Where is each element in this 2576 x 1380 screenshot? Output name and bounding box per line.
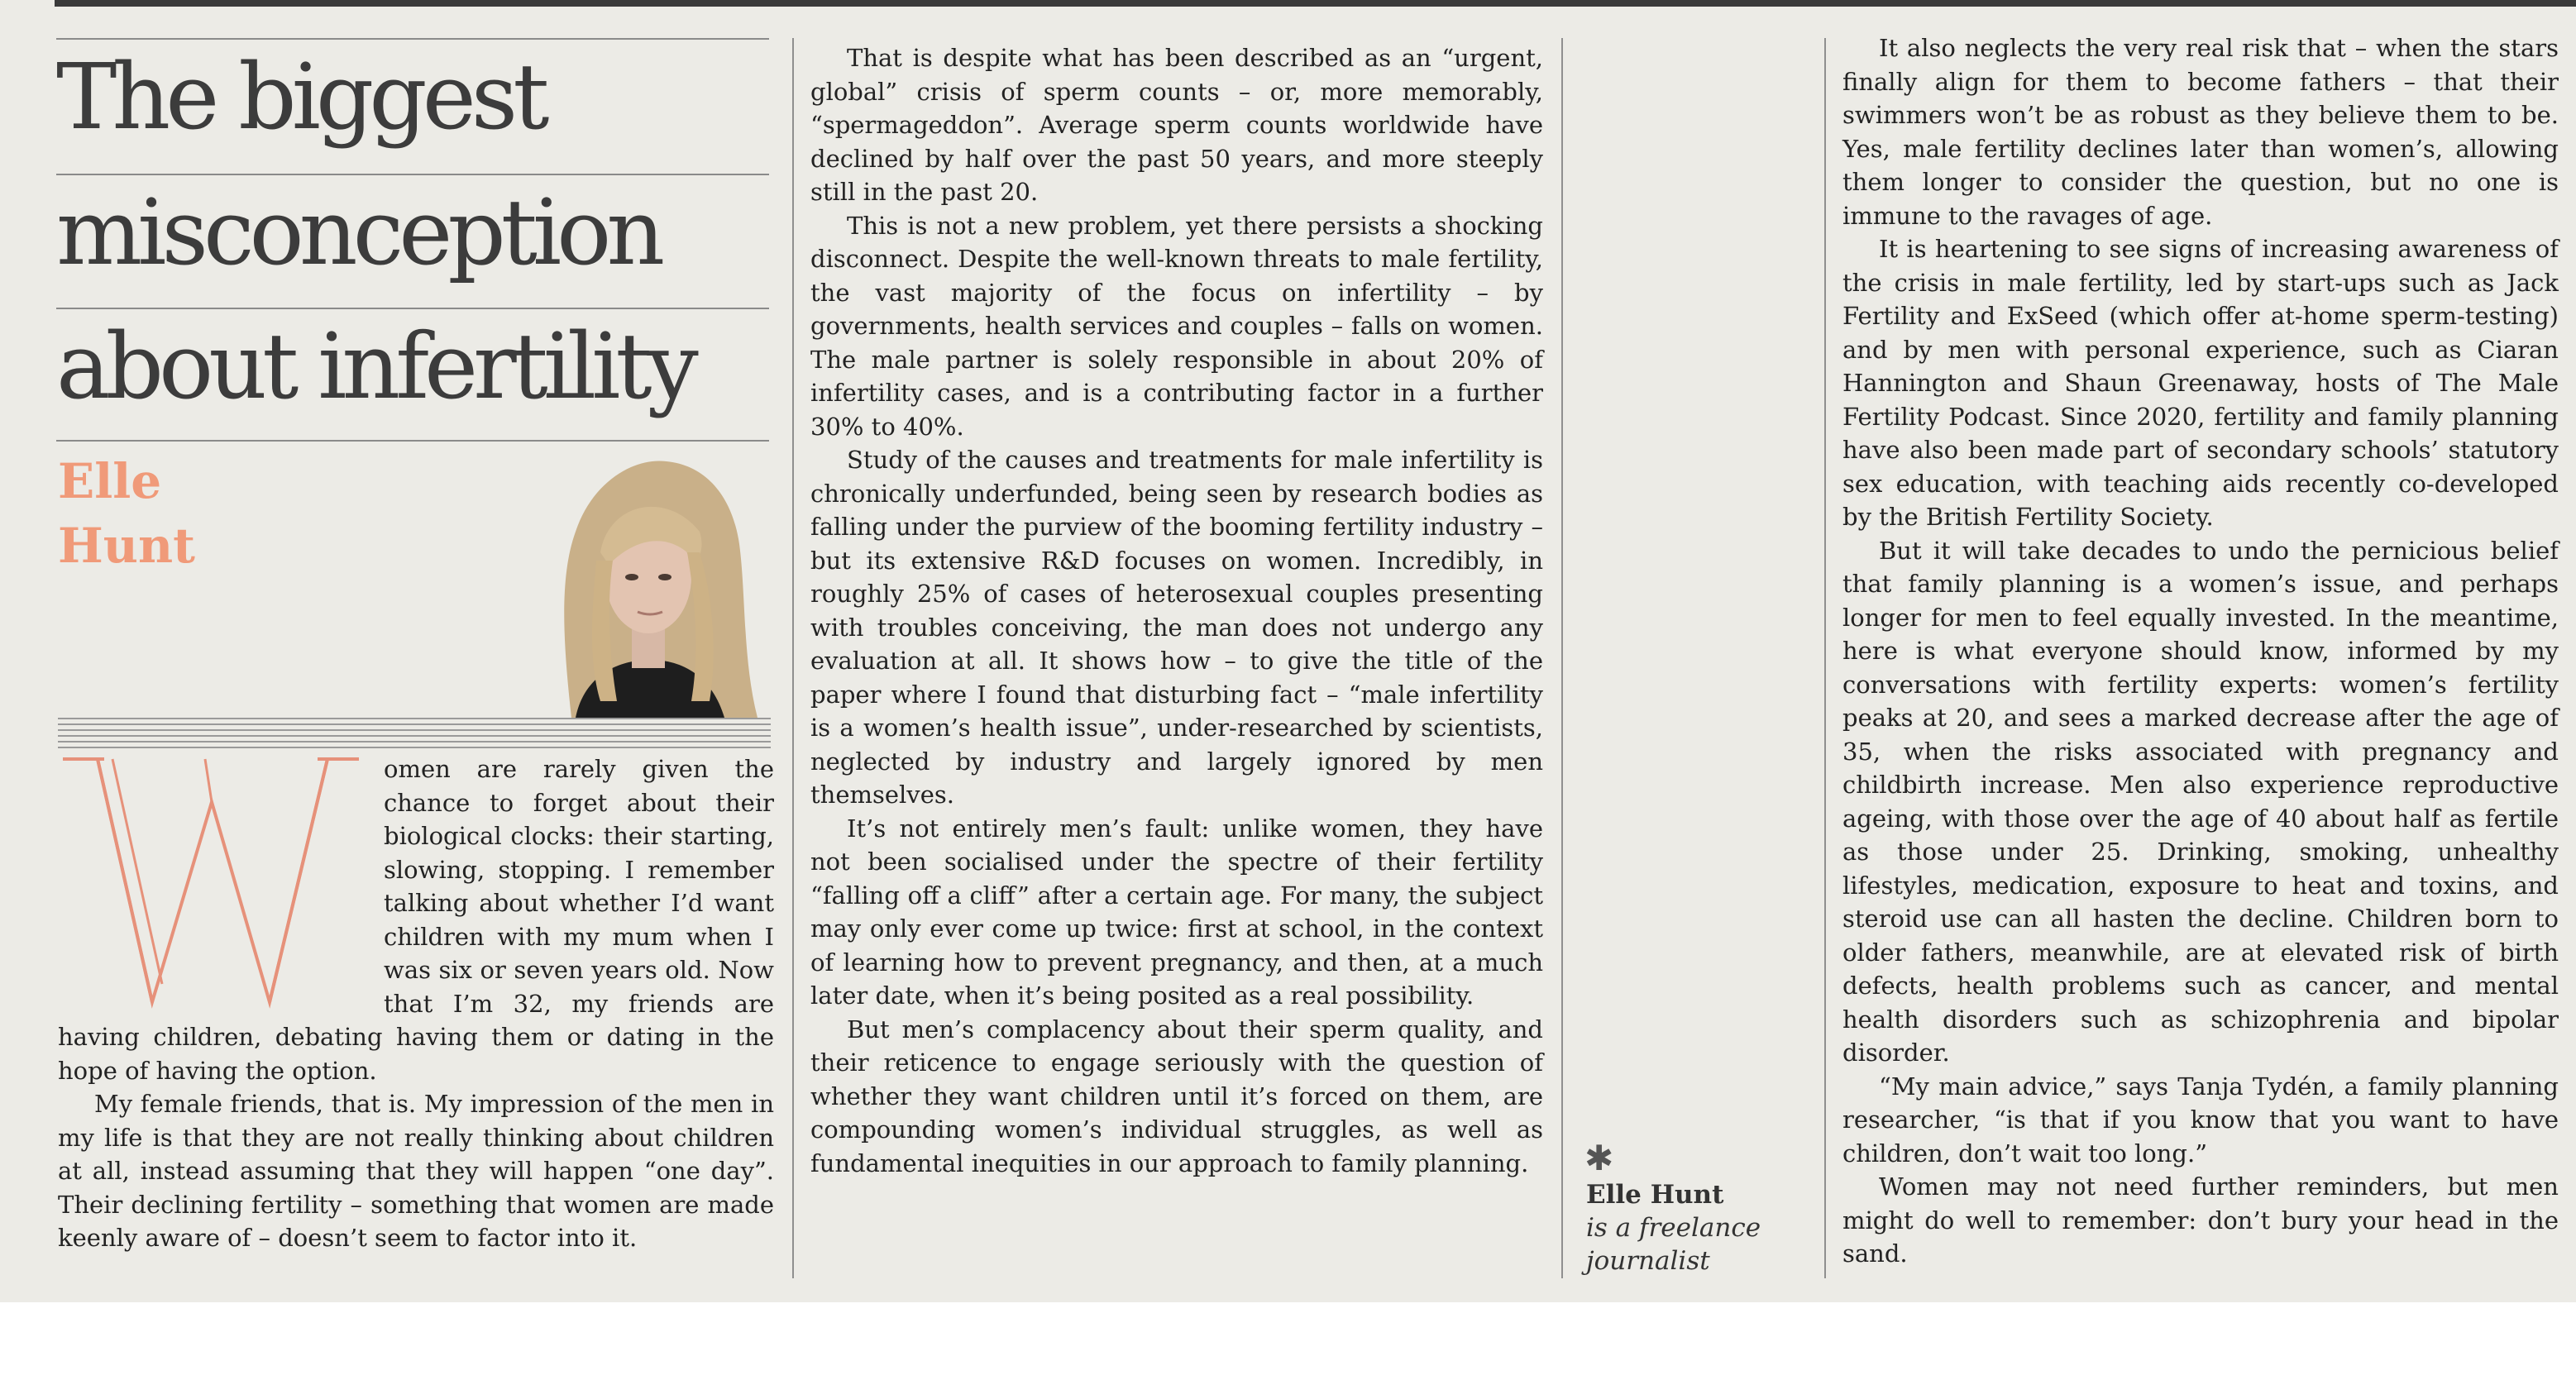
dropcap-letter: W [53,744,54,745]
paragraph: This is not a new problem, yet there persists a shocking disconnect. Despite the well-known threats to male fertility, the vast majority of the focus on infertility – by governments, health services and couples – falls on women. The male partner is solely responsible in about 20% of infertility cases, and is a contributing factor in a further 30% to 40%. [810,211,1543,441]
paragraph: Women may not need further reminders, but men might do well to remember: don’t bury your head in the sand. [1842,1172,2559,1268]
column-divider-3 [1824,38,1826,1278]
headline-line-1: The biggest [56,44,545,150]
column-divider-2 [1561,38,1563,1278]
byline-last-name: Hunt [58,518,195,574]
paper-bottom-margin [0,1302,2576,1380]
paragraph: “My main advice,” says Tanja Tydén, a family planning researcher, “is that if you know that you want to have children, don’t wait too long.” [1842,1072,2559,1168]
paragraph: It also neglects the very real risk that – when the stars finally align for them to become fathers – that their swimmers won’t be as robust as they believe them to be. Yes, male fertility declines later than women’s, allowing them longer to consider the question, but no one is immune to the ravages of age. [1842,34,2559,230]
dropcap [53,744,377,1010]
headline-top-rule [56,38,769,40]
signoff-role-line-2: journalist [1586,1246,1710,1276]
asterisk-ornament-icon: ✱ [1584,1138,1614,1178]
lead-paragraph [53,744,774,1087]
headline-rule-1 [56,174,769,175]
byline [58,449,372,578]
column-2 [810,41,1543,1180]
headline-line-2: misconception [56,179,661,285]
column-3 [1842,31,2559,1271]
top-border-bar [55,0,2576,7]
signoff-role-line-1: is a freelance [1586,1213,1761,1243]
lead-text: omen are rarely given the chance to forget about their biological clocks: their starting, slowing, stopping. I remember talking about whether I’d want children with my mum when I was six or seven years old. Now that I’m 32, my friends are having children, debating having them or dating in the hope of having the option. [58,755,774,1085]
author-photo [526,453,766,718]
column-1 [53,744,774,1255]
paragraph: My female friends, that is. My impression of the men in my life is that they are not really thinking about children at all, instead assuming that they will happen “one day”. Their declining fertility – something that women are made keenly aware of – doesn’t seem to factor into it. [58,1090,774,1252]
signoff-name: Elle Hunt [1586,1180,1724,1210]
dropcap-w-outline [53,744,367,1010]
byline-first-name: Elle [58,453,162,509]
author-portrait-illustration [526,453,766,718]
headline-line-3: about infertility [56,313,694,419]
paragraph: Study of the causes and treatments for male infertility is chronically underfunded, being seen by research bodies as falling under the purview of the booming fertility industry – but its extensive R&D focuses on women. Incredibly, in roughly 25% of cases of heterosexual couples presenting with troubles conceiving, the man does not undergo any evaluation at all. It shows how – to give the title of the paper where I found that disturbing fact – “male infertility is a women’s health issue”, under-researched by scientists, neglected by industry and largely ignored by men themselves. [810,446,1543,809]
paragraph: It is heartening to see signs of increasing awareness of the crisis in male fertility, led by start-ups such as Jack Fertility and ExSeed (which offer at-home sperm-testing) and by men with personal experience, such as Ciaran Hannington and Shaun Greenaway, hosts of The Male Fertility Podcast. Since 2020, fertility and family planning have also been made part of secondary schools’ statutory sex education, with teaching aids recently co-developed by the British Fertility Society. [1842,235,2559,531]
column-divider-1 [792,38,794,1278]
paragraph: That is despite what has been described as an “urgent, global” crisis of sperm counts – or, more memorably, “spermageddon”. Average sperm counts worldwide have declined by half over the past 50 years, and more steeply still in the past 20. [810,44,1543,206]
paragraph: But it will take decades to undo the pernicious belief that family planning is a women’s issue, and perhaps longer for men to feel equally invested. In the meantime, here is what everyone should know, informed by my conversations with fertility experts: women’s fertility peaks at 20, and sees a marked decrease after the age of 35, when the risks associated with pregnancy and childbirth increase. Men also experience reproductive ageing, with those over the age of 40 about half as fertile as those under 25. Drinking, smoking, unhealthy lifestyles, medication, exposure to heat and toxins, and steroid use can all hasten the decline. Children born to older fathers, meanwhile, are at elevated risk of birth defects, health problems such as cancer, and mental health disorders such as schizophrenia and bipolar disorder. [1842,536,2559,1067]
author-signoff [1586,1178,1801,1277]
headline-rule-2 [56,308,769,309]
paragraph: It’s not entirely men’s fault: unlike women, they have not been socialised under the spectre of their fertility “falling off a cliff” after a certain age. For many, the subject may only ever come up twice: first at school, in the context of learning how to prevent pregnancy, and then, at a much later date, when it’s being posited as a real possibility. [810,814,1543,1010]
headline-bottom-rule [56,440,769,442]
paragraph: But men’s complacency about their sperm quality, and their reticence to engage seriously with the question of whether they want children until it’s forced on them, are compounding women’s individual struggles, as well as fundamental inequities in our approach to family planning. [810,1015,1543,1177]
